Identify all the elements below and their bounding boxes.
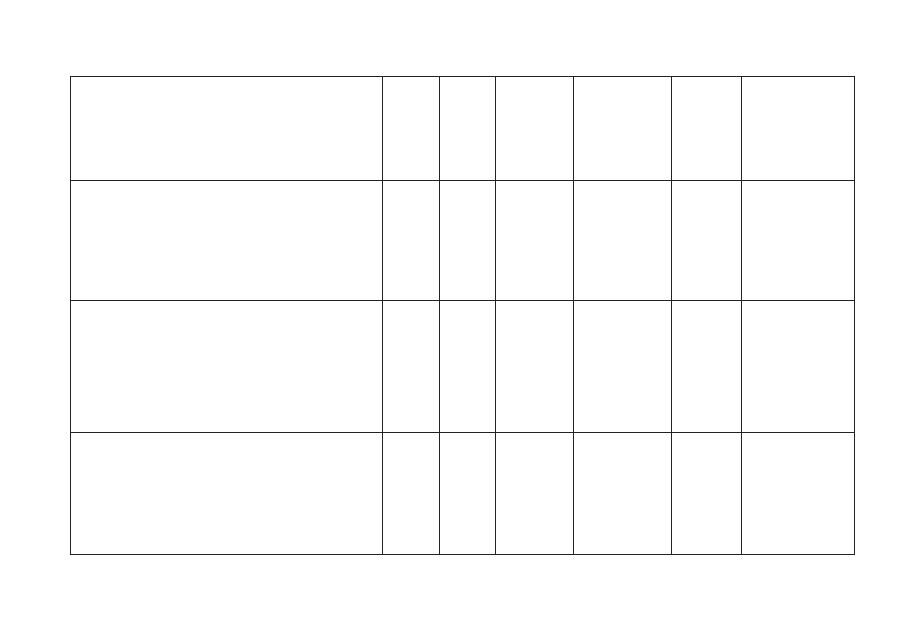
row-target-article — [574, 181, 672, 301]
row-description — [71, 181, 383, 301]
table-row — [71, 77, 855, 181]
row-code-ministry — [383, 77, 440, 181]
row-description — [71, 433, 383, 555]
row-code-subsection — [496, 301, 574, 433]
row-expense-type — [672, 181, 742, 301]
row-amount — [742, 77, 855, 181]
row-code-ministry — [383, 181, 440, 301]
row-code-ministry — [383, 433, 440, 555]
table-row — [71, 181, 855, 301]
row-description — [71, 301, 383, 433]
row-target-article — [574, 77, 672, 181]
row-amount — [742, 433, 855, 555]
row-code-ministry — [383, 301, 440, 433]
row-expense-type — [672, 301, 742, 433]
row-amount — [742, 301, 855, 433]
row-description — [71, 77, 383, 181]
row-code-subsection — [496, 433, 574, 555]
table-row — [71, 433, 855, 555]
budget-table — [70, 76, 855, 555]
row-code-section — [440, 433, 496, 555]
row-expense-type — [672, 433, 742, 555]
row-amount — [742, 181, 855, 301]
table-row — [71, 301, 855, 433]
row-code-section — [440, 181, 496, 301]
row-target-article — [574, 433, 672, 555]
row-expense-type — [672, 77, 742, 181]
row-code-section — [440, 301, 496, 433]
row-target-article — [574, 301, 672, 433]
row-code-subsection — [496, 77, 574, 181]
row-code-section — [440, 77, 496, 181]
row-code-subsection — [496, 181, 574, 301]
